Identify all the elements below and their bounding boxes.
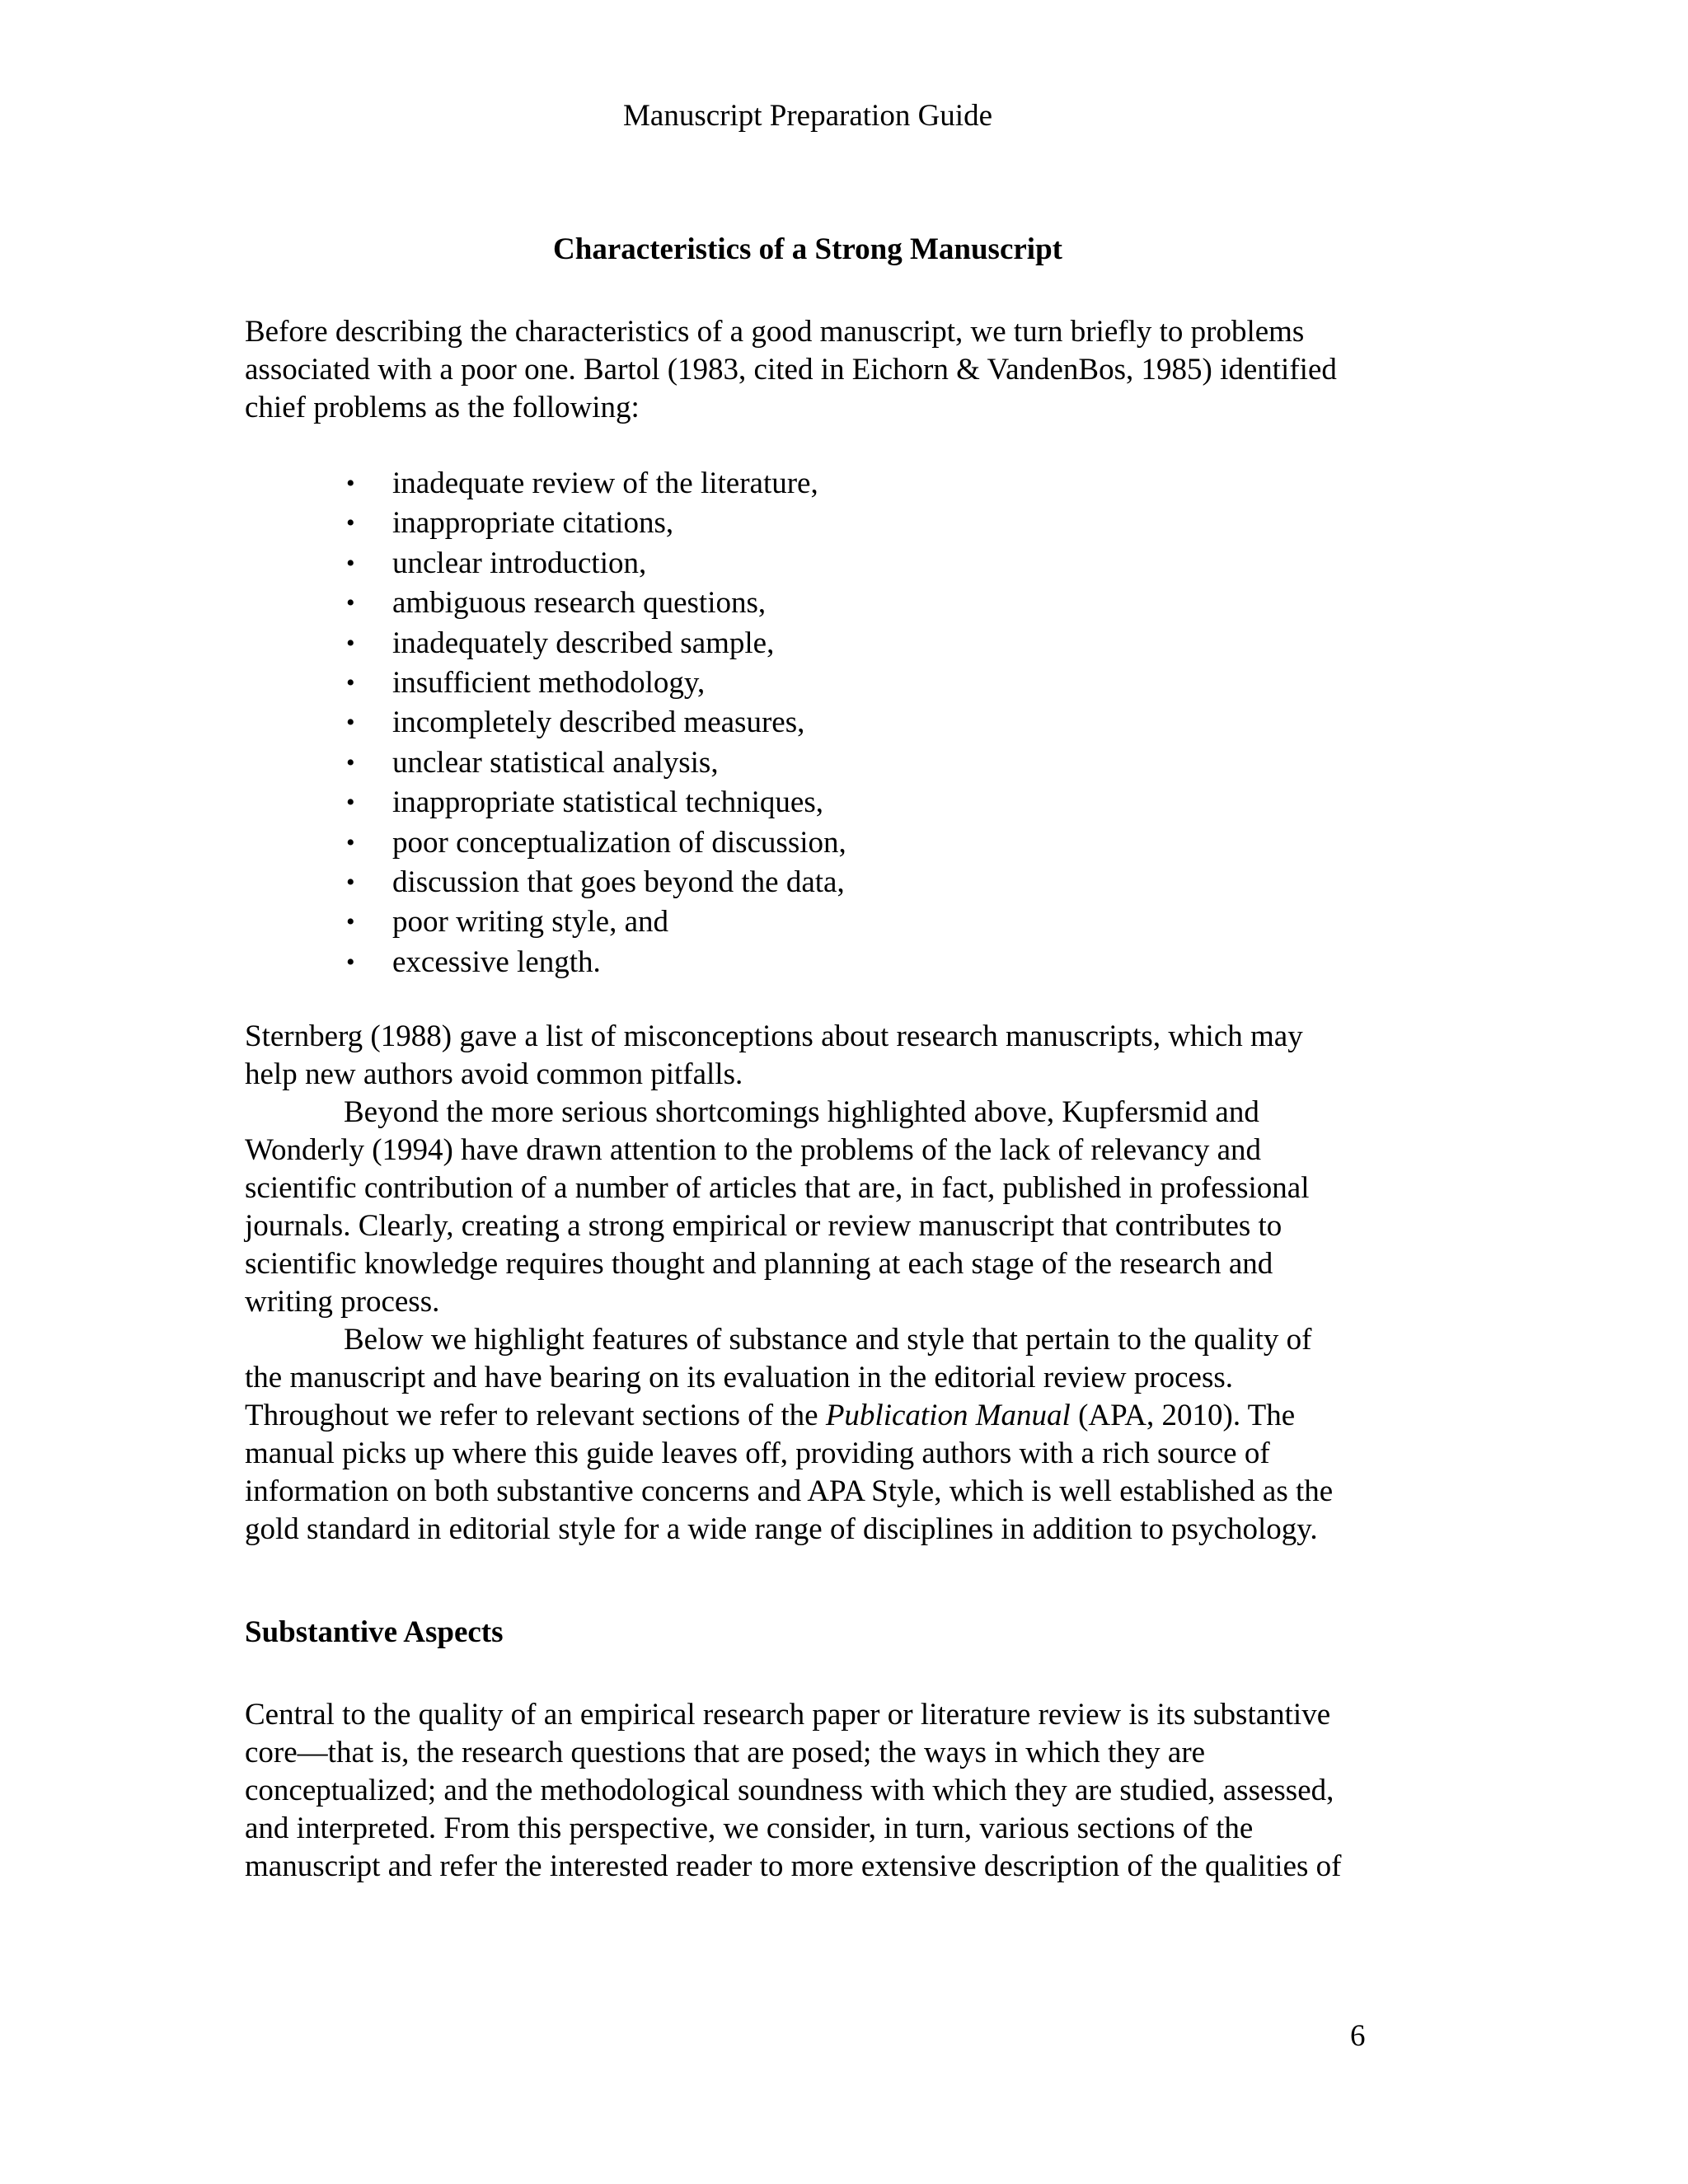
body-line: gold standard in editorial style for a wide range of disciplines in addition to psychology.	[245, 1512, 1318, 1546]
running-head: Manuscript Preparation Guide	[623, 99, 992, 133]
body-paragraphs	[245, 1018, 1440, 1549]
list-item	[346, 583, 846, 623]
list-item-text: inadequately described sample,	[392, 626, 775, 660]
body-line: scientific contribution of a number of articles that are, in fact, published in professional	[245, 1171, 1310, 1205]
body-line	[245, 1397, 1440, 1435]
list-item	[346, 902, 846, 942]
bullet-icon: •	[346, 629, 355, 657]
section-title: Characteristics of a Strong Manuscript	[553, 232, 1062, 266]
list-item-text: insufficient methodology,	[392, 666, 706, 701]
body-line: Central to the quality of an empirical research paper or literature review is its substantive	[245, 1698, 1331, 1732]
list-item	[346, 703, 846, 743]
list-item-text: inappropriate citations,	[392, 506, 674, 541]
subsection-title: Substantive Aspects	[245, 1615, 504, 1649]
intro-paragraph	[245, 313, 1440, 427]
body-line-text: Throughout we refer to relevant sections of the	[245, 1399, 826, 1432]
intro-line: associated with a poor one. Bartol (1983, cited in Eichorn & VandenBos, 1985) identified	[245, 353, 1337, 387]
body-line: Wonderly (1994) have drawn attention to the problems of the lack of relevancy and	[245, 1133, 1262, 1167]
substantive-paragraph	[245, 1696, 1440, 1886]
body-line: scientific knowledge requires thought and planning at each stage of the research and	[245, 1247, 1273, 1281]
intro-line: chief problems as the following:	[245, 391, 640, 424]
body-line: the manuscript and have bearing on its evaluation in the editorial review process.	[245, 1361, 1234, 1394]
problems-list	[346, 464, 846, 982]
body-line: Beyond the more serious shortcomings highlighted above, Kupfersmid and	[344, 1095, 1259, 1129]
bullet-icon: •	[346, 509, 355, 537]
list-item-text: inadequate review of the literature,	[392, 466, 818, 500]
bullet-icon: •	[346, 748, 355, 776]
list-item-text: ambiguous research questions,	[392, 586, 767, 621]
list-item	[346, 943, 846, 982]
body-line: help new authors avoid common pitfalls.	[245, 1057, 743, 1091]
body-line: Below we highlight features of substance and style that pertain to the quality of	[344, 1323, 1312, 1357]
bullet-icon: •	[346, 948, 355, 976]
body-line-text: (APA, 2010). The	[1070, 1399, 1296, 1432]
list-item-text: inappropriate statistical techniques,	[392, 785, 823, 820]
bullet-icon: •	[346, 470, 355, 497]
list-item	[346, 743, 846, 783]
list-item	[346, 504, 846, 543]
bullet-icon: •	[346, 828, 355, 856]
body-line: and interpreted. From this perspective, we consider, in turn, various sections of the	[245, 1811, 1254, 1845]
body-line: information on both substantive concerns and APA Style, which is well established as the	[245, 1474, 1334, 1508]
body-line: journals. Clearly, creating a strong empirical or review manuscript that contributes to	[245, 1209, 1282, 1243]
bullet-icon: •	[346, 549, 355, 577]
body-line: writing process.	[245, 1285, 440, 1319]
bullet-icon: •	[346, 908, 355, 936]
list-item-text: poor writing style, and	[392, 905, 669, 940]
list-item	[346, 823, 846, 863]
page-number: 6	[1350, 2019, 1366, 2053]
bullet-icon: •	[346, 789, 355, 817]
list-item	[346, 464, 846, 504]
bullet-icon: •	[346, 589, 355, 617]
body-line: core—that is, the research questions that are posed; the ways in which they are	[245, 1736, 1206, 1769]
book-title: Publication Manual	[825, 1399, 1071, 1432]
body-line: conceptualized; and the methodological soundness with which they are studied, assessed,	[245, 1774, 1334, 1807]
list-item-text: unclear introduction,	[392, 546, 647, 580]
body-line: manual picks up where this guide leaves off, providing authors with a rich source of	[245, 1436, 1270, 1470]
list-item-text: poor conceptualization of discussion,	[392, 825, 846, 860]
bullet-icon: •	[346, 869, 355, 897]
body-line: manuscript and refer the interested reader to more extensive description of the qualities of	[245, 1849, 1342, 1883]
list-item-text: discussion that goes beyond the data,	[392, 865, 845, 900]
list-item-text: unclear statistical analysis,	[392, 745, 719, 780]
list-item	[346, 624, 846, 663]
bullet-icon: •	[346, 709, 355, 737]
list-item	[346, 663, 846, 703]
list-item	[346, 783, 846, 823]
list-item-text: incompletely described measures,	[392, 705, 805, 740]
intro-line: Before describing the characteristics of a good manuscript, we turn briefly to problems	[245, 315, 1305, 349]
list-item	[346, 863, 846, 902]
list-item	[346, 544, 846, 583]
body-line: Sternberg (1988) gave a list of misconceptions about research manuscripts, which may	[245, 1019, 1303, 1053]
list-item-text: excessive length.	[392, 944, 601, 979]
bullet-icon: •	[346, 669, 355, 697]
